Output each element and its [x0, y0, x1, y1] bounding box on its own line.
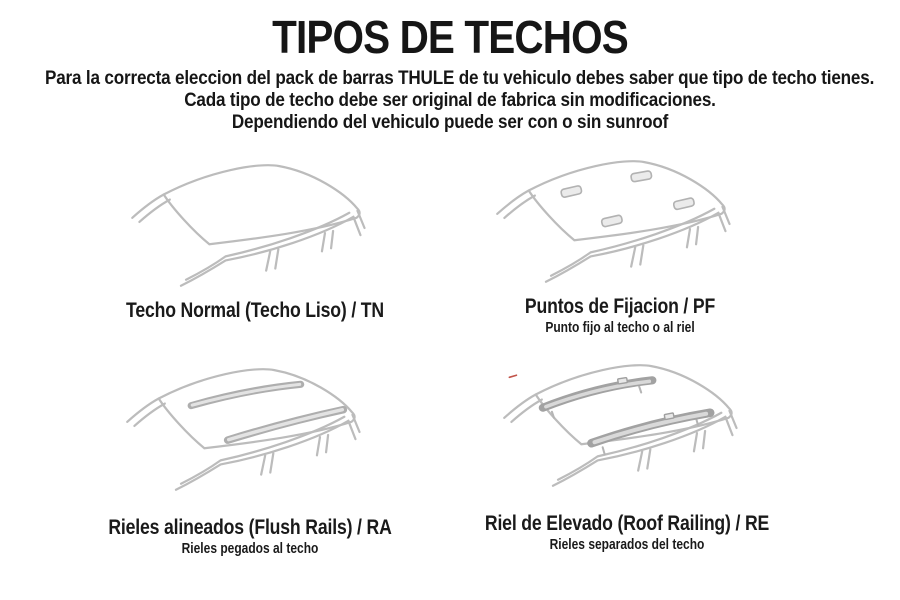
figure-subcaption: Rieles pegados al techo	[181, 540, 319, 557]
intro-text	[0, 68, 900, 134]
car-roof-flush-rails-drawing	[112, 361, 388, 504]
figure-caption: Rieles alineados (Flush Rails) / RA	[108, 516, 392, 539]
figure-puntos-fijacion	[445, 153, 795, 336]
intro-line: Dependiendo del vehiculo puede ser con o sin sunroof	[231, 112, 669, 133]
figure-riel-elevado	[452, 357, 802, 553]
car-roof-fixpoints-drawing	[482, 153, 758, 296]
figure-caption: Riel de Elevado (Roof Railing) / RE	[484, 512, 770, 535]
car-roof-raised-rails-drawing	[489, 357, 765, 500]
figure-caption: Techo Normal (Techo Liso) / TN	[126, 299, 384, 322]
figure-caption: Puntos de Fijacion / PF	[524, 295, 716, 318]
intro-line: Para la correcta eleccion del pack de barras THULE de tu vehiculo debes saber que tipo de techo tienes.	[45, 68, 875, 89]
intro-line: Cada tipo de techo debe ser original de fabrica sin modificaciones.	[184, 90, 716, 111]
figure-subcaption: Punto fijo al techo o al riel	[545, 319, 695, 336]
car-roof-plain-drawing	[117, 157, 393, 300]
figure-techo-normal	[80, 157, 430, 322]
red-artifact-mark	[509, 375, 516, 377]
page-title: TIPOS DE TECHOS	[272, 11, 628, 63]
figure-subcaption: Rieles separados del techo	[549, 536, 705, 553]
figure-rieles-alineados	[75, 361, 425, 557]
